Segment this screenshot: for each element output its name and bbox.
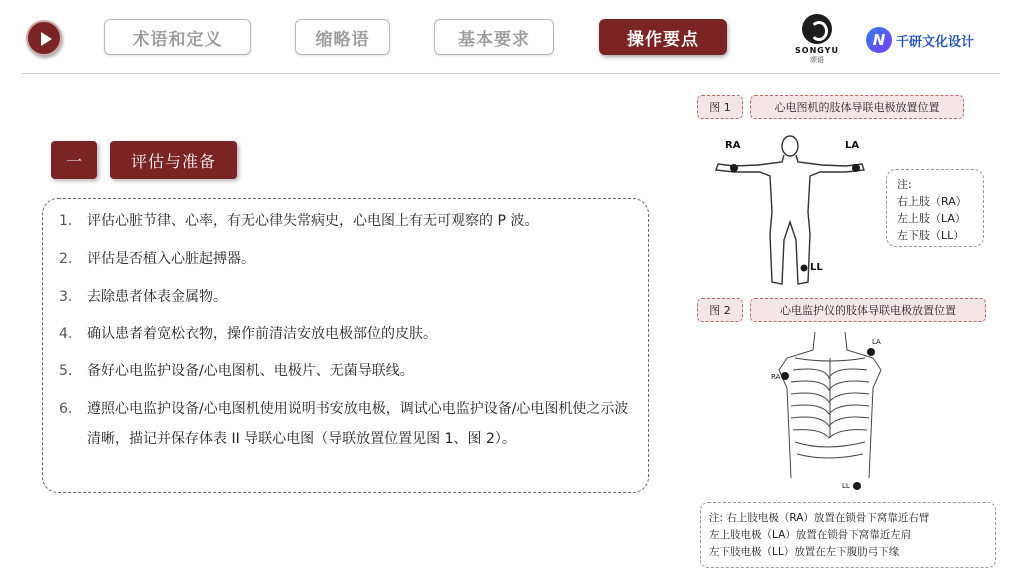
assessment-list	[42, 198, 649, 493]
list-item	[59, 285, 637, 309]
songyu-logo-icon	[802, 14, 832, 44]
chest-la-electrode	[867, 348, 875, 356]
figure1-label-ll: LL	[810, 262, 823, 273]
figure1-label-ra: RA	[725, 140, 741, 151]
list-item-text: 评估心脏节律、心率，有无心律失常病史，心电图上有无可观察的 P 波。	[87, 213, 539, 229]
chest-figure	[765, 328, 895, 498]
figure1-caption: 心电图机的肢体导联电极放置位置	[750, 95, 964, 119]
list-item-number: 2.	[59, 251, 73, 267]
la-electrode	[852, 164, 860, 172]
section-number: 一	[51, 141, 97, 179]
figure2-note-line: 注: 右上肢电极（RA）放置在锁骨下窝靠近右臂	[709, 512, 930, 524]
list-item-text: 去除患者体表金属物。	[87, 289, 227, 305]
figure1-note	[886, 169, 984, 247]
figure1-tag: 图 1	[697, 95, 743, 119]
figure2-label-ra: RA	[771, 373, 781, 381]
qianyan-logo	[866, 27, 974, 53]
list-item-text: 评估是否植入心脏起搏器。	[87, 251, 255, 267]
list-item-text: 确认患者着宽松衣物，操作前清洁安放电极部位的皮肤。	[87, 326, 437, 342]
tab-operation-points[interactable]: 操作要点	[599, 19, 727, 55]
figure2-tag: 图 2	[697, 298, 743, 322]
list-item-number: 5.	[59, 363, 73, 379]
list-item-text: 遵照心电监护设备/心电图机使用说明书安放电极，调试心电监护设备/心电图机使之示波清晰，描记并保存体表 II 导联心电图（导联放置位置见图 1、图 2）。	[87, 401, 629, 447]
songyu-logo-cn: 颂语	[810, 56, 824, 64]
figure2-label-la: LA	[872, 338, 881, 346]
qianyan-logo-text: 千研文化设计	[896, 34, 975, 50]
list-item-number: 6.	[59, 401, 73, 417]
figure2-label-ll: LL	[842, 482, 850, 490]
songyu-logo	[786, 14, 848, 65]
list-item	[59, 322, 637, 346]
songyu-logo-en: SONGYU	[795, 46, 839, 55]
chest-ll-electrode	[853, 482, 861, 490]
list-item-number: 1.	[59, 213, 73, 229]
figure2-note	[700, 502, 996, 568]
list-item	[59, 394, 637, 454]
body-figure	[710, 132, 880, 290]
figure1-note-line: 右上肢（RA）	[897, 195, 967, 208]
list-item-number: 4.	[59, 326, 73, 342]
section-title: 评估与准备	[110, 141, 237, 179]
qianyan-logo-icon: N	[866, 27, 892, 53]
figure1-note-line: 左上肢（LA）	[897, 212, 966, 225]
figure2-note-line: 左下肢电极（LL）放置在左下腹肋弓下缘	[709, 546, 900, 558]
nav-divider	[22, 73, 1000, 74]
ra-electrode	[730, 164, 738, 172]
tab-basic-requirements[interactable]: 基本要求	[434, 19, 554, 55]
tab-abbreviations[interactable]: 缩略语	[295, 19, 390, 55]
list-item-number: 3.	[59, 289, 73, 305]
list-item	[59, 209, 637, 233]
play-icon[interactable]	[26, 20, 62, 56]
figure1-note-line: 注:	[897, 178, 912, 191]
figure1-label-la: LA	[845, 140, 860, 151]
list-item	[59, 359, 637, 383]
list-item	[59, 247, 637, 271]
chest-ra-electrode	[781, 372, 789, 380]
figure1-note-line: 左下肢（LL）	[897, 229, 965, 242]
list-item-text: 备好心电监护设备/心电图机、电极片、无菌导联线。	[87, 363, 414, 379]
figure2-note-line: 左上肢电极（LA）放置在锁骨下窝靠近左肩	[709, 529, 912, 541]
ll-electrode	[801, 265, 808, 272]
tab-terms-definitions[interactable]: 术语和定义	[104, 19, 251, 55]
figure2-caption: 心电监护仪的肢体导联电极放置位置	[750, 298, 986, 322]
